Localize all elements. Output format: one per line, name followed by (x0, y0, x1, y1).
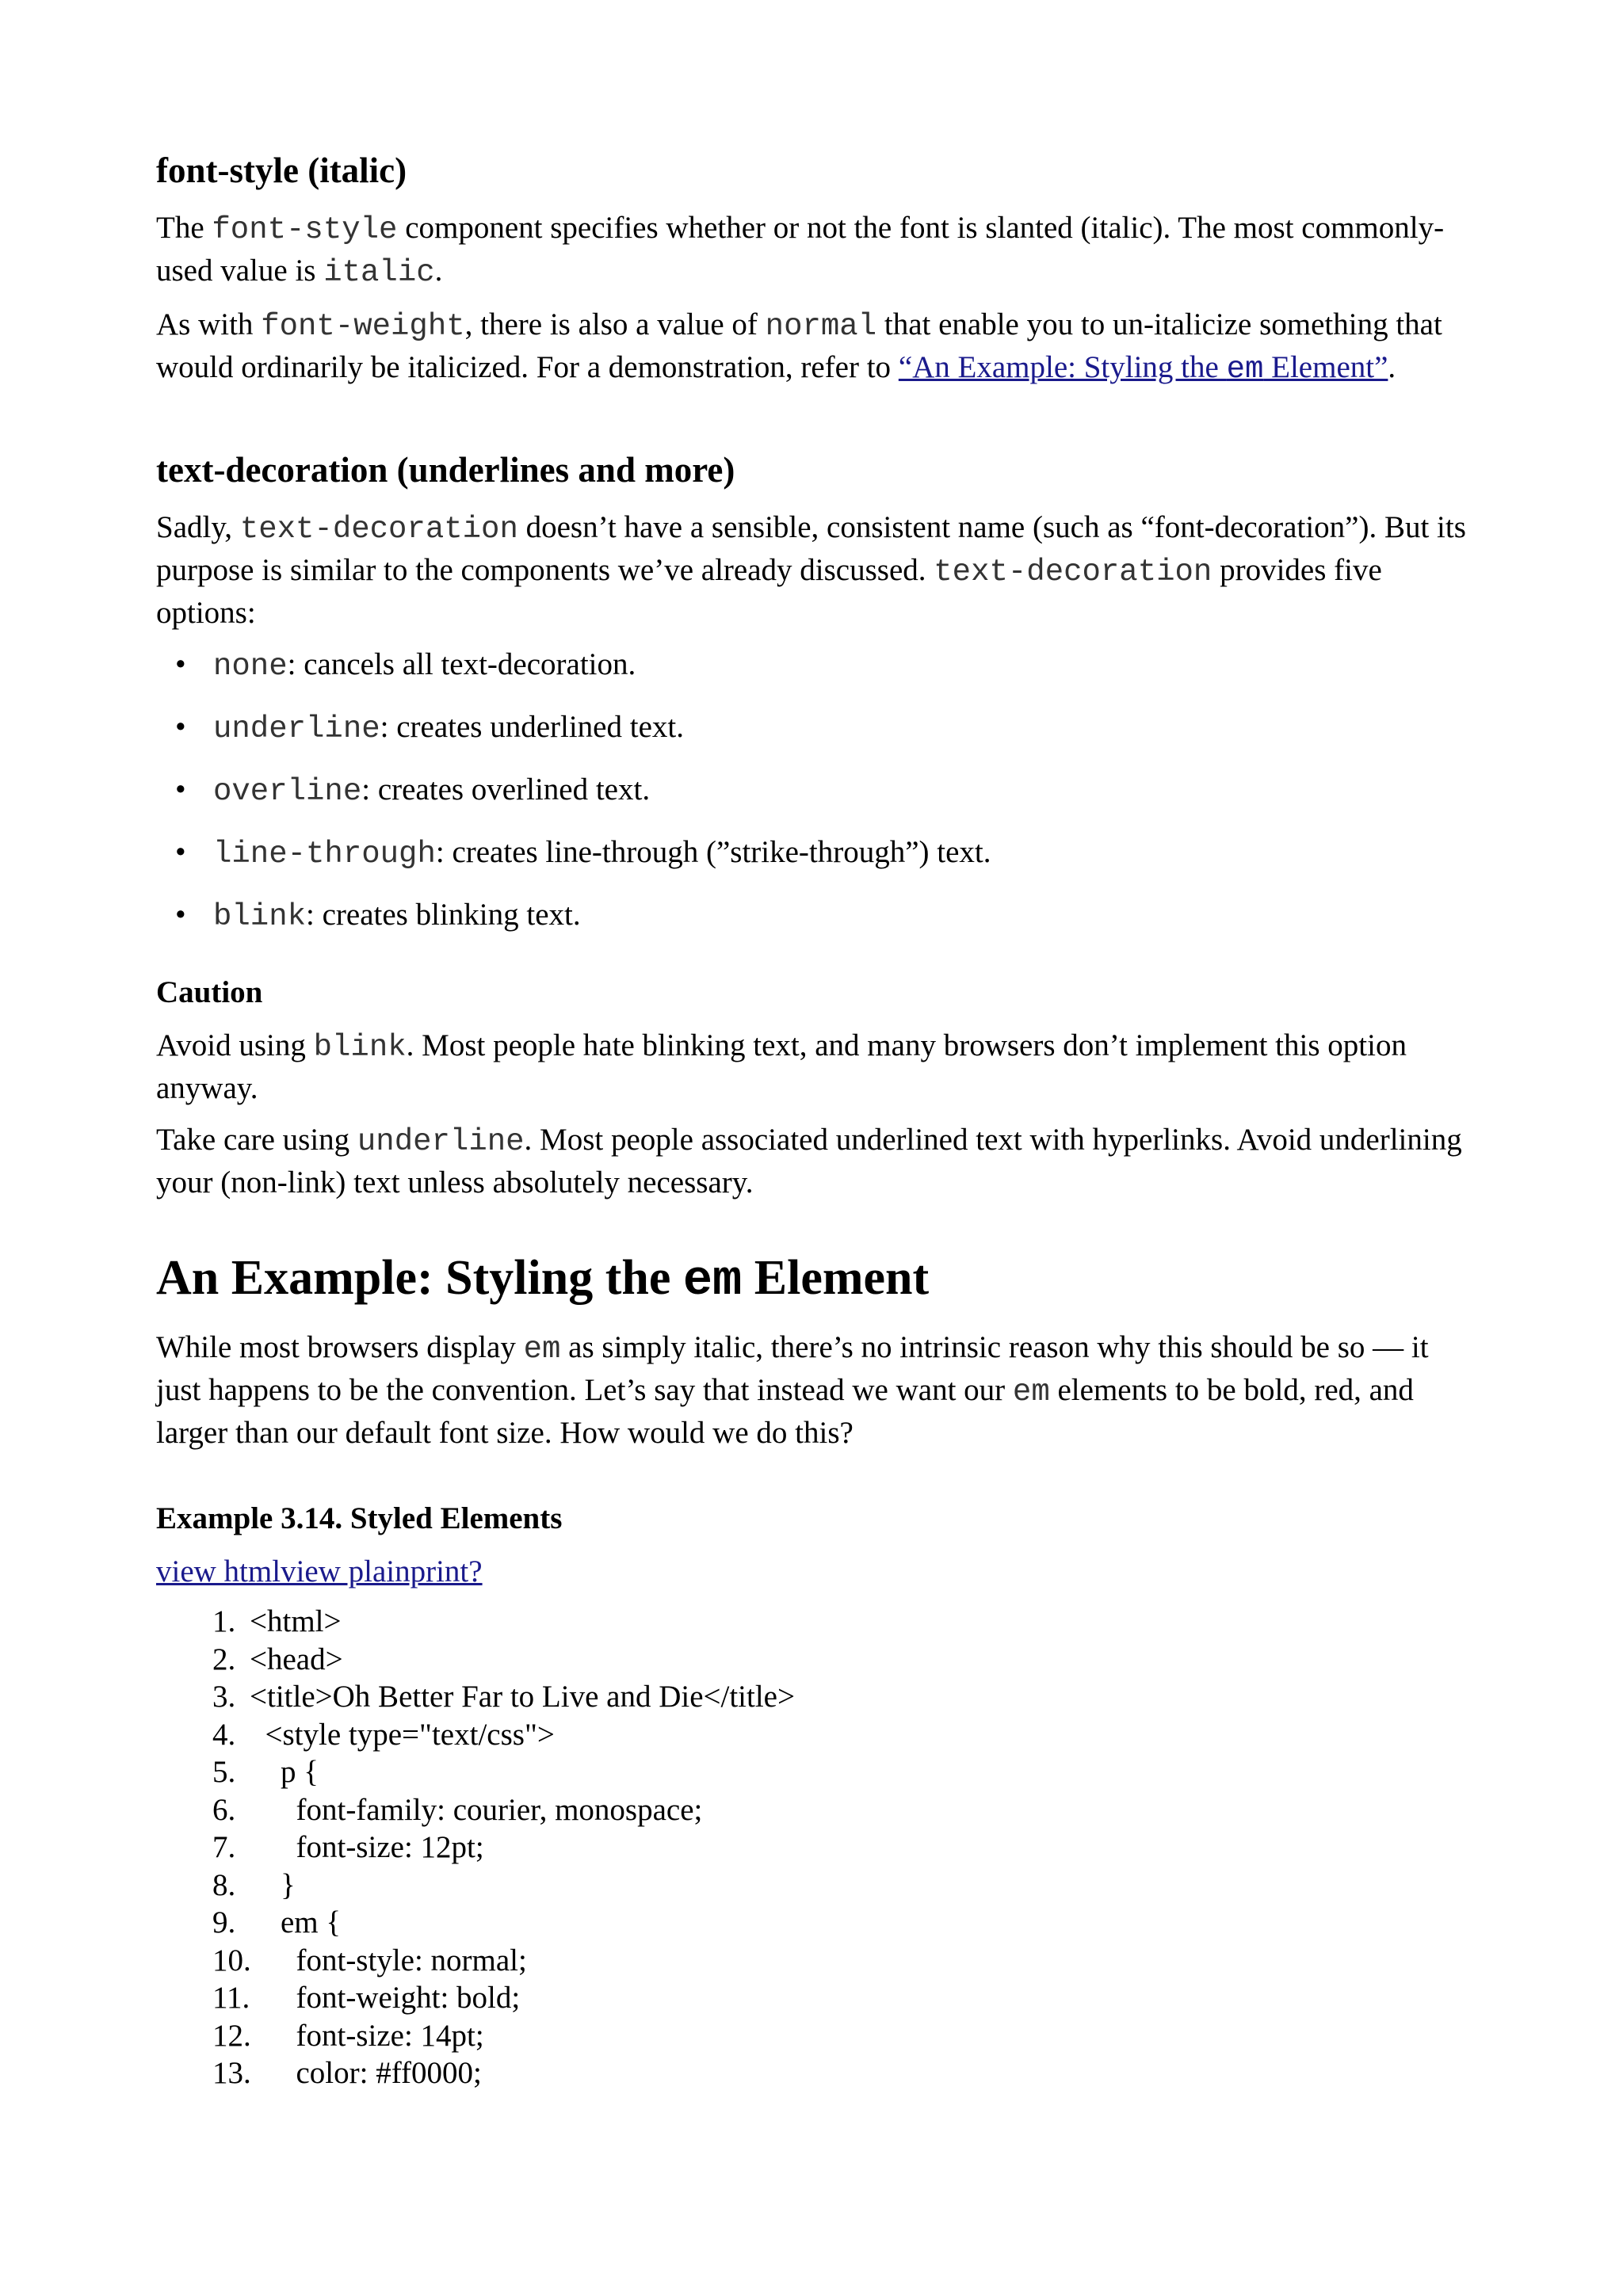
text: elements to be bold, red, and larger than our default font size. How would we do this? (156, 1372, 1414, 1450)
code-line (213, 1829, 1472, 1867)
bullet-icon: • (175, 772, 186, 807)
line-number: 12. (212, 2018, 251, 2053)
link-text: “An Example: Styling the (898, 349, 1227, 384)
text: . (434, 253, 443, 288)
code-text: font-size: 12pt; (250, 1830, 484, 1865)
bullet-icon: • (175, 897, 186, 932)
text: An Example: Styling the (156, 1251, 683, 1306)
inline-code: em (523, 1331, 561, 1367)
heading-code: em (682, 1253, 743, 1310)
text: . Most people associated underlined text with hyperlinks. Avoid underlining your (non-link) text unless absolutely necessary. (156, 1123, 1462, 1200)
code-line (213, 1791, 1472, 1829)
text: doesn’t have a sensible, consistent name (such as “font-decoration”). But its purpose is similar to the components we’ve already discussed. (156, 509, 1466, 587)
code-text: <title>Oh Better Far to Live and Die</title> (250, 1680, 795, 1714)
code-line (213, 2054, 1472, 2092)
text: The (156, 210, 212, 245)
caution-paragraph-2 (156, 1119, 1472, 1203)
text: , there is also a value of (464, 307, 766, 341)
document-page (156, 151, 1472, 2092)
text: While most browsers display (156, 1329, 524, 1364)
inline-code: em (1012, 1374, 1050, 1409)
bullet-icon: • (175, 646, 186, 681)
text: . (1388, 349, 1396, 384)
example-title: Example 3.14. Styled Elements (156, 1501, 563, 1535)
option-code: blink (213, 898, 307, 934)
line-number: 4. (212, 1717, 236, 1752)
font-style-paragraph-1 (156, 208, 1472, 293)
option-desc: : creates line-through (”strike-through”) text. (435, 834, 991, 869)
inline-code: text-decoration (934, 554, 1212, 589)
text: . Most people hate blinking text, and many browsers don’t implement this option anyway. (156, 1028, 1407, 1106)
option-desc: : cancels all text-decoration. (287, 646, 636, 681)
code-text: font-family: courier, monospace; (250, 1792, 703, 1827)
code-line (213, 1678, 1472, 1716)
inline-code: blink (313, 1030, 407, 1066)
code-toolbar (156, 1551, 1472, 1592)
code-text: em { (250, 1905, 342, 1940)
section-heading-example (156, 1250, 1472, 1309)
code-line (213, 1753, 1472, 1791)
text: Avoid using (156, 1028, 314, 1063)
code-line (213, 1641, 1472, 1679)
text: Sadly, (156, 509, 240, 544)
option-code: line-through (213, 836, 436, 871)
bullet-icon: • (175, 709, 186, 744)
line-number: 10. (212, 1943, 251, 1978)
link-code: em (1226, 351, 1264, 387)
text: Element (742, 1251, 930, 1306)
code-line (213, 1904, 1472, 1942)
code-line (213, 1716, 1472, 1754)
line-number: 3. (212, 1680, 236, 1714)
code-text: <style type="text/css"> (250, 1717, 555, 1752)
code-text: <html> (250, 1604, 342, 1639)
list-item (175, 769, 1472, 812)
section-heading-text-decoration: text-decoration (underlines and more) (156, 449, 735, 490)
line-number: 9. (212, 1905, 236, 1940)
line-number: 13. (212, 2056, 251, 2091)
inline-code: text-decoration (239, 511, 518, 547)
inline-code: normal (765, 308, 877, 344)
inline-code: underline (357, 1124, 525, 1160)
code-text: color: #ff0000; (250, 2056, 482, 2091)
option-code: overline (213, 773, 362, 809)
option-code: underline (213, 711, 380, 746)
text-decoration-options-list (156, 644, 1472, 937)
line-number: 11. (212, 1981, 250, 2016)
code-text: <head> (250, 1642, 343, 1676)
line-number: 8. (212, 1867, 236, 1902)
section-heading-font-style: font-style (italic) (156, 151, 407, 190)
code-line (213, 1603, 1472, 1641)
code-text: } (250, 1867, 296, 1902)
list-item (175, 644, 1472, 687)
caution-heading: Caution (156, 974, 263, 1009)
option-desc: : creates blinking text. (306, 897, 581, 932)
line-number: 5. (212, 1755, 236, 1790)
code-line (213, 1942, 1472, 1980)
option-desc: : creates overlined text. (361, 772, 651, 807)
em-example-link[interactable] (898, 349, 1388, 387)
line-number: 1. (212, 1604, 236, 1639)
view-html-plain-print-link[interactable]: view htmlview plainprint? (156, 1554, 483, 1589)
code-listing (156, 1603, 1472, 2092)
text: Take care using (156, 1123, 357, 1158)
text: provides five options: (156, 552, 1382, 630)
inline-code: font-weight (261, 308, 465, 344)
text: that enable you to un-italicize something that would ordinarily be italicized. For a demonstration, refer to (156, 307, 1442, 384)
text-decoration-paragraph (156, 507, 1472, 633)
text: As with (156, 307, 262, 341)
code-text: font-size: 14pt; (250, 2018, 484, 2053)
code-line (213, 1979, 1472, 2017)
example-intro-paragraph (156, 1327, 1472, 1453)
line-number: 2. (212, 1642, 236, 1676)
inline-code: font-style (212, 212, 398, 247)
code-text: font-weight: bold; (250, 1981, 521, 2016)
bullet-icon: • (175, 834, 186, 869)
option-desc: : creates underlined text. (380, 709, 684, 744)
code-text: font-style: normal; (250, 1943, 527, 1978)
code-text: p { (250, 1755, 319, 1790)
code-line (213, 2017, 1472, 2055)
text: as simply italic, there’s no intrinsic reason why this should be so — it just happens to be the convention. Let’s say that instead we want our (156, 1329, 1429, 1407)
list-item (175, 894, 1472, 937)
text: component specifies whether or not the font is slanted (italic). The most commonly-used value is (156, 210, 1445, 288)
inline-code: italic (323, 254, 435, 290)
code-line (213, 1867, 1472, 1905)
line-number: 7. (212, 1830, 236, 1865)
list-item (175, 707, 1472, 749)
list-item (175, 832, 1472, 875)
link-text: Element” (1263, 349, 1388, 384)
font-style-paragraph-2 (156, 304, 1472, 390)
line-number: 6. (212, 1792, 236, 1827)
option-code: none (213, 648, 288, 684)
caution-paragraph-1 (156, 1025, 1472, 1108)
